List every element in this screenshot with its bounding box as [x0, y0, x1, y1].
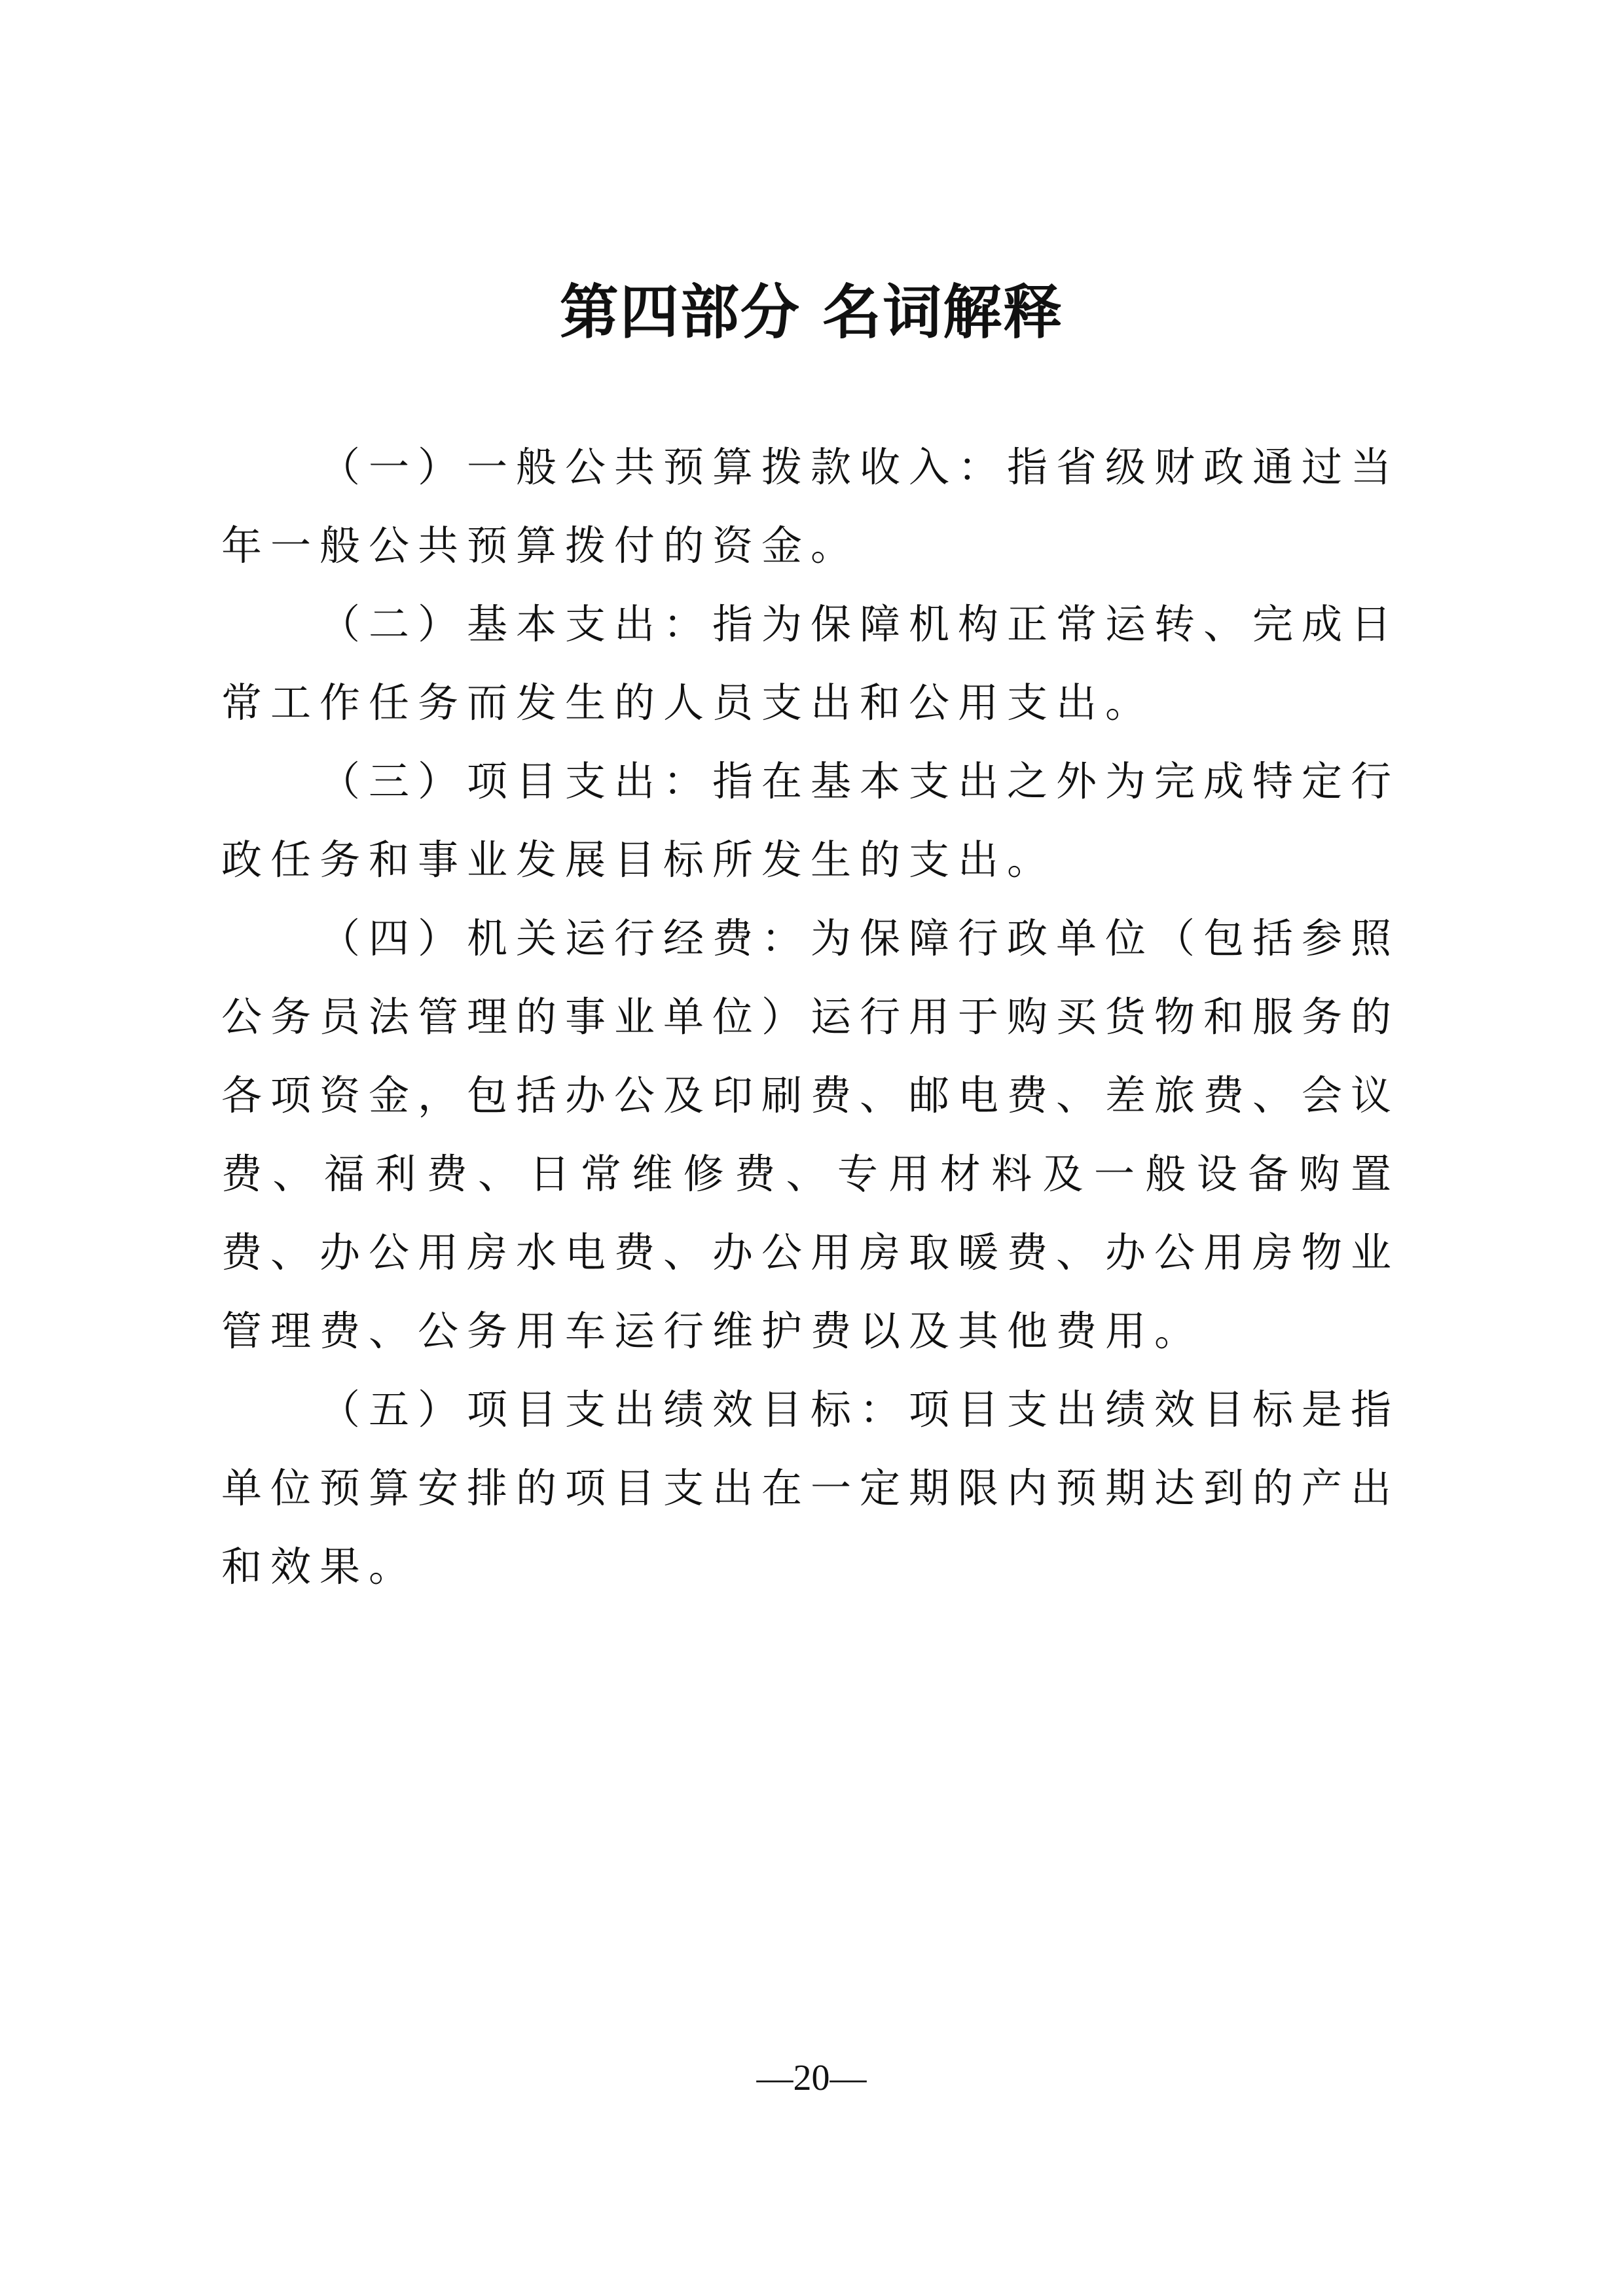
definition-paragraph-5: （五）项目支出绩效目标：项目支出绩效目标是指单位预算安排的项目支出在一定期限内预期达到的产出和效果。 — [221, 1386, 1400, 1590]
page-title: 第四部分 名词解释 — [559, 278, 1064, 347]
definition-paragraph-1: （一）一般公共预算拨款收入：指省级财政通过当年一般公共预算拨付的资金。 — [221, 443, 1400, 569]
definition-paragraph-4: （四）机关运行经费：为保障行政单位（包括参照公务员法管理的事业单位）运行用于购买货物和服务的各项资金，包括办公及印刷费、邮电费、差旅费、会议费、福利费、日常维修费、专用材料及一般设备购置费、办公用房水电费、办公用房取暖费、办公用房物业管理费、公务用车运行维护费以及其他费用。 — [221, 914, 1400, 1355]
definition-paragraph-3: （三）项目支出：指在基本支出之外为完成特定行政任务和事业发展目标所发生的支出。 — [221, 757, 1400, 884]
definition-paragraph-2: （二）基本支出：指为保障机构正常运转、完成日常工作任务而发生的人员支出和公用支出。 — [221, 600, 1400, 726]
definitions-body — [221, 428, 1400, 1606]
page-number: —20— — [756, 2058, 867, 2098]
